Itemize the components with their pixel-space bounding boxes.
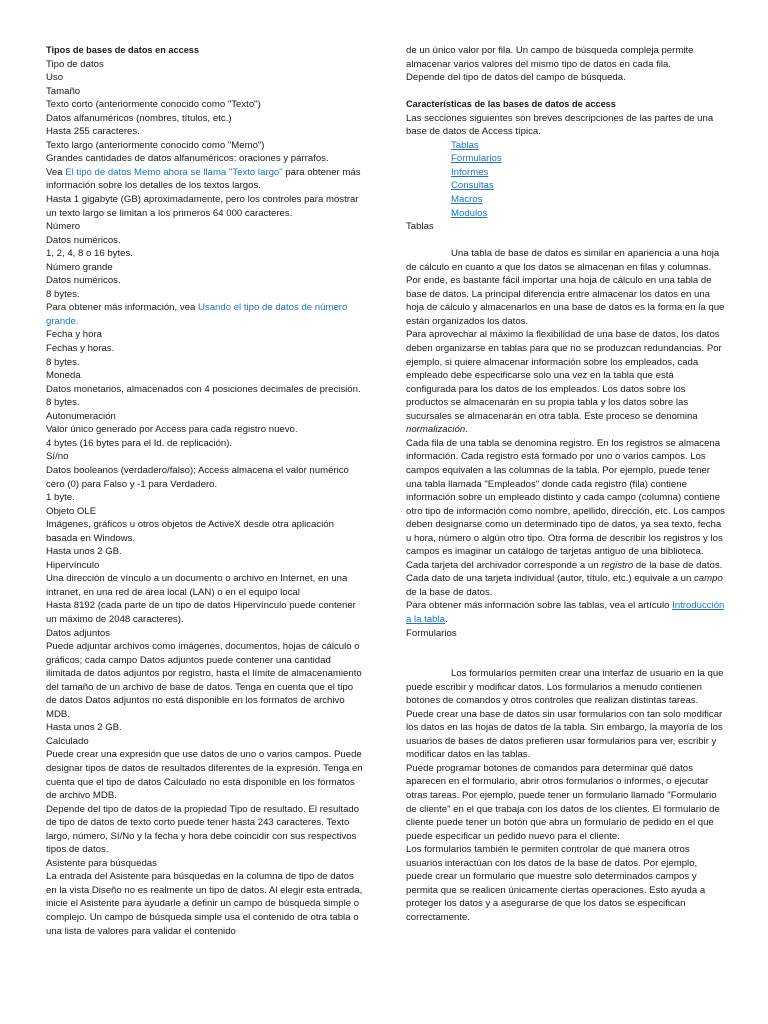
text-line: Datos adjuntos — [46, 627, 110, 639]
text-line: 4 bytes (16 bytes para el Id. de replicación). — [46, 437, 233, 449]
text-paragraph: Puede programar botones de comandos para determinar qué datos aparecen en el formulario, abrir otros formularios o informes, o ejecutar otras tareas. Por ejemplo, puede tener un formulario llamado "Formulario de cliente" en el que trabaja con los datos de los clientes. El formulario de cliente puede tener un botón que abra un formulario de pedido en el que puede especificar un pedido nuevo para el cliente. — [406, 762, 720, 842]
text-paragraph: Una tabla de base de datos es similar en apariencia a una hoja de cálculo en cuanto a que los datos se almacenan en filas y columnas. Por ende, es bastante fácil importar una hoja de cálculo en una tabla de base de datos. La principal diferencia entre almacenar los datos en una hoja de cálculo y almacenarlos en una base de datos es la forma en la que están organizados los datos. — [406, 248, 725, 327]
text-line: Calculado — [46, 735, 89, 747]
text-paragraph: Los formularios permiten crear una interfaz de usuario en la que puede escribir y modificar datos. Los formularios a menudo contienen botones de comandos y otros controles que realizan distintas tareas. Puede crear una base de datos sin usar formularios con tan solo modificar los datos en las hojas de datos de la tabla. Sin embargo, la mayoría de los usuarios de bases de datos prefieren usar formularios para ver, escribir y modificar datos en las tablas. — [406, 668, 724, 761]
text-line: 1 byte. — [46, 492, 75, 504]
text-paragraph: Los formularios también le permiten controlar de qué manera otros usuarios interactúan con los datos de la base de datos. Por ejemplo, puede crear un formulario que muestre solo determinados campos y permita que se realicen únicamente ciertas operaciones. Esto ayuda a proteger los datos y a asegurarse de que los datos se especifican correctamente. — [406, 844, 706, 923]
text-line: Texto corto (anteriormente conocido como "Texto") — [46, 99, 261, 111]
text-paragraph: Para obtener más información, vea Usando el tipo de datos de número grande. — [46, 302, 348, 327]
text-paragraph: Depende del tipo de datos de la propiedad Tipo de resultado. El resultado de tipo de datos de texto corto puede tener hasta 243 caracteres. Texto largo, número, Sí/No y la fecha y hora debe coincidir con sus respectivos tipos de datos. — [46, 803, 360, 856]
text-line: Número — [46, 221, 81, 233]
spacer — [406, 85, 726, 99]
text-line: Datos alfanuméricos (nombres, títulos, etc.) — [46, 112, 232, 124]
text-paragraph: Datos booleanos (verdadero/falso); Access almacena el valor numérico cero (0) para Falso y -1 para Verdadero. — [46, 464, 349, 490]
large-number-link[interactable]: Usando el tipo de datos de número grande. — [46, 302, 348, 327]
text-line: Número grande — [46, 261, 113, 273]
text-line: Autonumeración — [46, 410, 116, 422]
right-column — [406, 44, 726, 924]
text-line: Fecha y hora — [46, 329, 102, 341]
text-paragraph: Hasta 1 gigabyte (GB) aproximadamente, pero los controles para mostrar un texto largo se limitan a los primeros 64 000 caracteres. — [46, 194, 359, 219]
text-paragraph: Datos monetarios, almacenados con 4 posiciones decimales de precisión. — [46, 383, 361, 395]
text-paragraph: Las secciones siguientes son breves descripciones de las partes de una base de datos de Access típica. — [406, 112, 714, 138]
text-line: Uso — [46, 72, 64, 84]
subsection-title: Formularios — [406, 627, 457, 639]
text-line: Tamaño — [46, 85, 81, 97]
text-paragraph: Puede adjuntar archivos como imágenes, documentos, hojas de cálculo o gráficos; cada campo Datos adjuntos puede contener una cantidad ilimitada de datos adjuntos por registro, hasta el límite de almacenamiento del tamaño de un archivo de base de datos. Tenga en cuenta que el tipo de datos Datos adjuntos no está disponible en los formatos de archivo MDB. — [46, 641, 362, 720]
left-column — [46, 44, 366, 938]
section-heading: Características de las bases de datos de access — [406, 99, 616, 110]
text-paragraph: Para obtener más información sobre las tablas, vea el artículo Introducción a la tabla. — [406, 600, 725, 625]
section-heading: Tipos de bases de datos en access — [46, 45, 200, 55]
text-paragraph: La entrada del Asistente para búsquedas en la columna de tipo de datos en la vista Diseño no es realmente un tipo de datos. Al elegir esta entrada, inicie el Asistente para ayudarle a definir un campo de búsqueda simple o complejo. Un campo de búsqueda simple usa el contenido de otra tabla o una lista de valores para validar el contenido — [46, 871, 363, 937]
toc-link-tablas[interactable]: Tablas — [451, 139, 479, 151]
text-line: Hasta unos 2 GB. — [46, 722, 122, 734]
text-line: Tipo de datos — [46, 58, 104, 70]
intro-table-link[interactable]: Introducción a la tabla — [406, 600, 725, 625]
text-paragraph: Una dirección de vínculo a un documento o archivo en Internet, en una intranet, en una red de área local (LAN) o en el equipo local — [46, 573, 348, 598]
text-line: Texto largo (anteriormente conocido como "Memo") — [46, 139, 265, 151]
toc-link-macros[interactable]: Macros — [451, 194, 483, 206]
text-line: Hasta 255 caracteres. — [46, 126, 140, 138]
spacer — [406, 640, 726, 667]
text-line: 8 bytes. — [46, 397, 80, 409]
text-paragraph: Cada fila de una tabla se denomina registro. En los registros se almacena información. Cada registro está formado por uno o varios campos. Los campos equivalen a las columnas de la tabla. Por ejemplo, puede tener una tabla llamada "Empleados" donde cada registro (fila) contiene información sobre un empleado distinto y cada campo (columna) contiene otro tipo de información como nombre, apellido, dirección, etc. Los campos deben designarse como un determinado tipo de datos, ya sea texto, fecha u hora, número o algún otro tipo. Otra forma de describir los registros y los campos es imaginar un catálogo de tarjetas antiguo de una biblioteca. Cada tarjeta del archivador corresponde a un registro de la base de datos. Cada dato de una tarjeta individual (autor, título, etc.) equivale a un campo de la base de datos. — [406, 437, 725, 598]
toc-link-modulos[interactable]: Modulos — [451, 207, 488, 219]
text-paragraph: Imágenes, gráficos u otros objetos de ActiveX desde otra aplicación basada en Windows. — [46, 519, 334, 544]
text-line: Objeto OLE — [46, 505, 97, 517]
text-line: 8 bytes. — [46, 288, 80, 300]
text-line: Hipervínculo — [46, 559, 100, 571]
text-line: Asistente para búsquedas — [46, 857, 157, 869]
toc-link-formularios[interactable]: Formularios — [451, 153, 502, 165]
text-paragraph: Para aprovechar al máximo la flexibilidad de una base de datos, los datos deben organizarse en tablas para que no se produzcan redundancias. Por ejemplo, si quiere almacenar información sobre los empleados, cada empleado debe especificarse solo una vez en la tabla que está configurada para los datos de los empleados. Los datos sobre los productos se almacenarán en su propia tabla y los datos sobre las sucursales se almacenarán en otra tabla. Este proceso se denomina normalización. — [406, 329, 722, 436]
memo-link[interactable]: El tipo de datos Memo ahora se llama "Texto largo" — [65, 166, 283, 178]
text-line: Depende del tipo de datos del campo de búsqueda. — [406, 72, 626, 84]
text-line: 8 bytes. — [46, 356, 80, 368]
text-line: Sí/no — [46, 451, 69, 463]
text-paragraph: Puede crear una expresión que use datos de uno o varios campos. Puede designar tipos de datos de resultados diferentes de la expresión. Tenga en cuenta que el tipo de datos Calculado no está disponible en los formatos de archivo MDB. — [46, 749, 363, 802]
toc-link-consultas[interactable]: Consultas — [451, 180, 494, 192]
text-line: Grandes cantidades de datos alfanuméricos: oraciones y párrafos. — [46, 153, 329, 165]
toc-link-informes[interactable]: Informes — [451, 166, 489, 178]
text-paragraph: de un único valor por fila. Un campo de búsqueda compleja permite almacenar varios valores del mismo tipo de datos en cada fila. — [406, 45, 694, 70]
text-line: Moneda — [46, 370, 81, 382]
text-line: Datos numéricos. — [46, 234, 121, 246]
text-line: Hasta unos 2 GB. — [46, 546, 122, 558]
text-paragraph: Vea El tipo de datos Memo ahora se llama "Texto largo" para obtener más información sobre los detalles de los textos largos. — [46, 166, 361, 192]
spacer — [406, 234, 726, 248]
text-line: 1, 2, 4, 8 o 16 bytes. — [46, 248, 133, 260]
text-line: Valor único generado por Access para cada registro nuevo. — [46, 424, 298, 436]
text-line: Fechas y horas. — [46, 343, 115, 355]
subsection-title: Tablas — [406, 221, 434, 233]
toc-list — [406, 139, 726, 220]
text-paragraph: Hasta 8192 (cada parte de un tipo de datos Hipervínculo puede contener un máximo de 2048 caracteres). — [46, 600, 356, 625]
text-line: Datos numéricos. — [46, 275, 121, 287]
